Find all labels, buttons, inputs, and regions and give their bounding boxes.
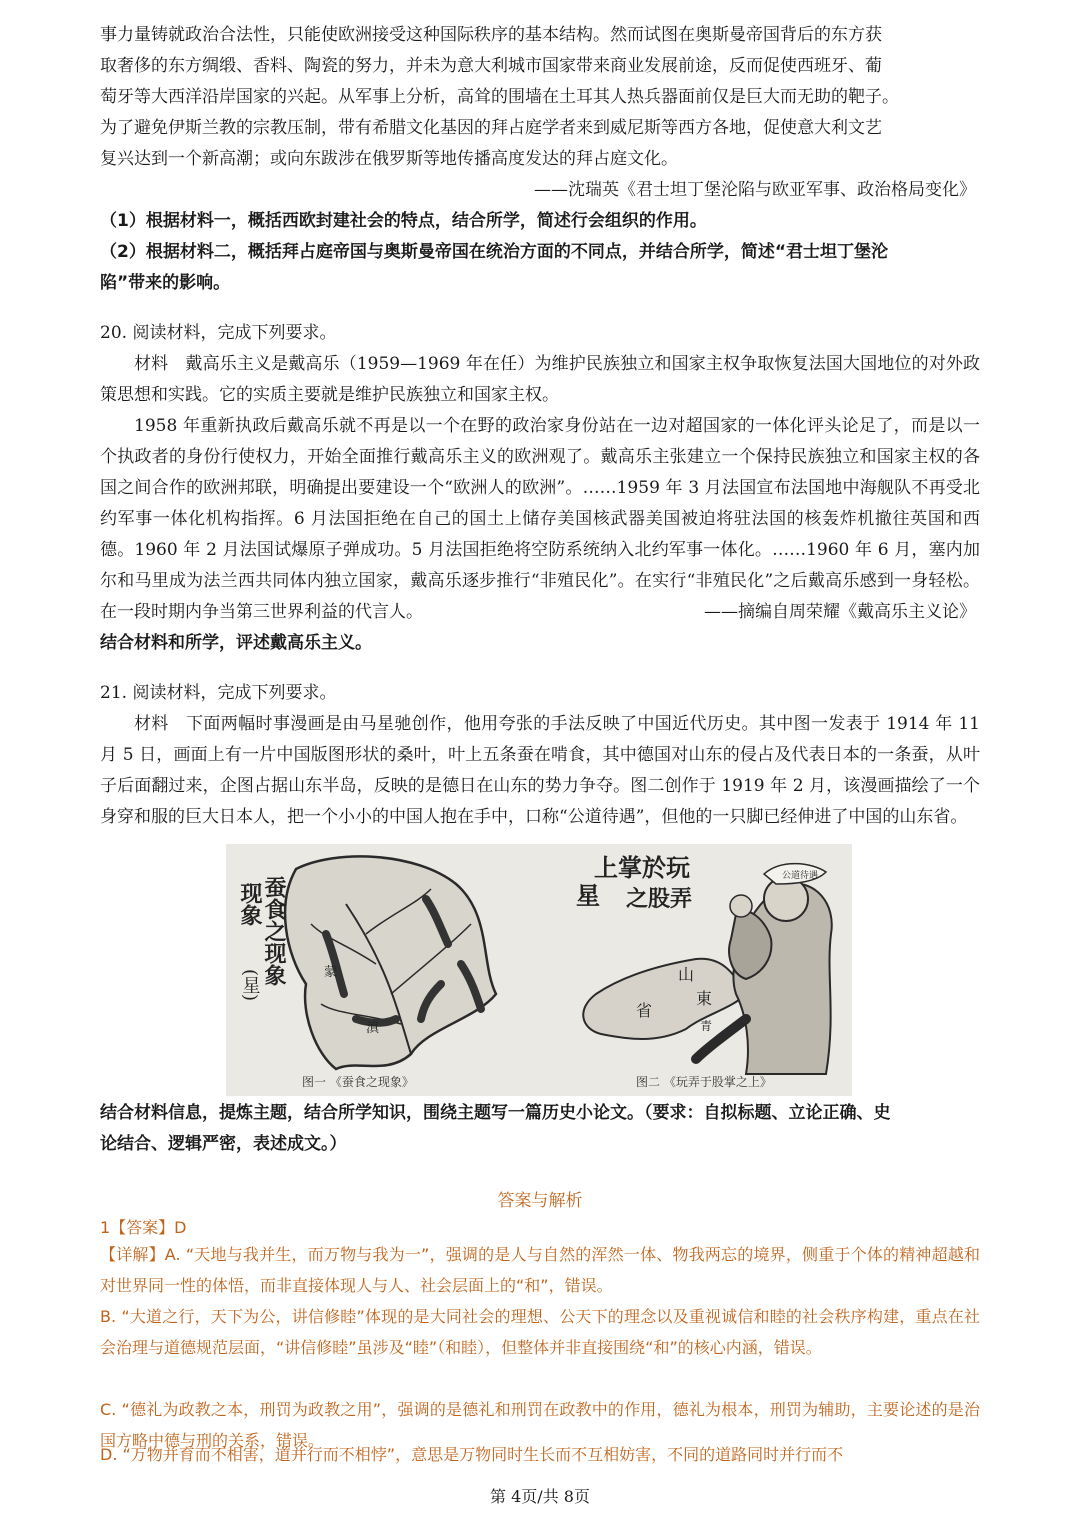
material-line-4: 为了避免伊斯兰教的宗教压制，带有希腊文化基因的拜占庭学者来到威尼斯等西方各地，促使意大利文艺 [100, 118, 882, 138]
fig2-label-sheng: 省 [636, 1001, 653, 1020]
fig2-label-qing: 青 [700, 1019, 713, 1033]
q21-heading: 21. 阅读材料，完成下列要求。 [100, 683, 337, 703]
q21-task-line1: 结合材料信息，提炼主题，结合所学知识，围绕主题写一篇历史小论文。（要求：自拟标题、立论正确、史 [100, 1103, 891, 1123]
fig2-label-dong: 東 [696, 989, 713, 1008]
q19-sub1: （1）根据材料一，概括西欧封建社会的特点，结合所学，简述行会组织的作用。 [100, 211, 707, 231]
q20-task: 结合材料和所学，评述戴高乐主义。 [100, 633, 372, 653]
material-line-1: 事力量铸就政治合法性，只能使欧洲接受这种国际秩序的基本结构。然而试图在奥斯曼帝国背后的东方获 [100, 25, 882, 45]
q20-source: ——摘编自周荣耀《戴高乐主义论》 [704, 602, 976, 622]
fig1-label-dian: 滇 [366, 1021, 380, 1036]
fig2-title-line1: 上掌於玩 [594, 853, 690, 882]
fig1-signature: (星) [239, 969, 261, 1002]
material-line-2: 取奢侈的东方绸缎、香料、陶瓷的努力，并未为意大利城市国家带来商业发展前途，反而促使西班牙、葡 [100, 56, 882, 76]
q19-sub2-line2: 陷”带来的影响。 [100, 273, 231, 293]
answer-detail-a: 【详解】A. “天地与我并生，而万物与我为一”，强调的是人与自然的浑然一体、物我两忘的境界，侧重于个体的精神超越和对世界同一性的体悟，而非直接体现人与人、社会层面上的“和”，错误。 [100, 1245, 980, 1295]
cartoon-figure-svg [226, 844, 852, 1096]
answers-title: 答案与解析 [497, 1191, 583, 1211]
q21-task-line2: 论结合、逻辑严密，表述成文。） [100, 1134, 347, 1154]
q20-heading: 20. 阅读材料，完成下列要求。 [100, 323, 337, 343]
q21-para1: 材料 下面两幅时事漫画是由马星驰创作，他用夸张的手法反映了中国近代历史。其中图一发表于 1914 年 11 月 5 日，画面上有一片中国版图形状的桑叶，叶上五条蚕在啃食，其中德国对山东的侵占及代表日本的一条蚕，从叶子后面翻过来，企图占据山东半岛，反映的是德日在山东的势力争夺。图二创作于 1919 年 2 月，该漫画描绘了一个身穿和服的巨大日本人，把一个小小的中国人抱在手中，口称“公道待遇”，但他的一只脚已经伸进了中国的山东省。 [100, 714, 980, 827]
answer-detail-b: B. “大道之行，天下为公，讲信修睦”体现的是大同社会的理想、公天下的理念以及重视诚信和睦的社会秩序构建，重点在社会治理与道德规范层面，“讲信修睦”虽涉及“睦”（和睦），但整体并非直接围绕“和”的核心内涵，错误。 [100, 1307, 980, 1357]
fig1-title-col2: 现象 [237, 882, 263, 926]
fig2-label-shan: 山 [678, 965, 695, 984]
q20-para1: 材料 戴高乐主义是戴高乐（1959—1969 年在任）为维护民族独立和国家主权争取恢复法国大国地位的对外政策思想和实践。它的实质主要就是维护民族独立和国家主权。 [100, 354, 980, 405]
material-line-3: 萄牙等大西洋沿岸国家的兴起。从军事上分析，高耸的围墙在土耳其人热兵器面前仅是巨大而无助的靶子。 [100, 87, 899, 107]
q20-para2: 1958 年重新执政后戴高乐就不再是以一个在野的政治家身份站在一边对超国家的一体化评头论足了，而是以一个执政者的身份行使权力，开始全面推行戴高乐主义的欧洲观了。戴高乐主张建立一个保持民族独立和国家主权的各国之间合作的欧洲邦联，明确提出要建设一个“欧洲人的欧洲”。……1959 年 3 月法国宣布法国地中海舰队不再受北约军事一体化机构指挥。6 月法国拒绝在自己的国土上储存美国核武器美国被迫将驻法国的核轰炸机撤往英国和西德。1960 年 2 月法国试爆原子弹成功。5 月法国拒绝将空防系统纳入北约军事一体化。……1960 年 6 月，塞内加尔和马里成为法兰西共同体内独立国家，戴高乐逐步推行“非殖民化”。在实行“非殖民化”之后戴高乐感到一身轻松。在一段时期内争当第三世界利益的代言人。 [100, 416, 980, 622]
cartoon-figure [226, 844, 852, 1096]
fig2-caption: 图二 《玩弄于股掌之上》 [636, 1075, 772, 1089]
fig2-signature: 星 [576, 881, 600, 910]
answer-1: 1【答案】D [100, 1218, 187, 1237]
fig1-title: 蚕食之现象 [261, 876, 287, 986]
material-source: ——沈瑞英《君士坦丁堡沦陷与欧亚军事、政治格局变化》 [534, 180, 976, 200]
answer-detail-d: D. “万物并育而不相害，道并行而不相悖”，意思是万物同时生长而不互相妨害，不同的道路同时并行而不 [100, 1445, 844, 1464]
q19-sub2-line1: （2）根据材料二，概括拜占庭帝国与奥斯曼帝国在统治方面的不同点，并结合所学，简述“君士坦丁堡沦 [100, 242, 888, 262]
page-footer: 第 4页/共 8页 [490, 1487, 590, 1506]
fig2-title-line2: 之股弄 [626, 886, 693, 912]
material-line-5: 复兴达到一个新高潮；或向东跋涉在俄罗斯等地传播高度发达的拜占庭文化。 [100, 149, 678, 169]
answer-detail-c: C. “德礼为政教之本，刑罚为政教之用”，强调的是德礼和刑罚在政教中的作用，德礼为根本，刑罚为辅助，主要论述的是治国方略中德与刑的关系，错误。 [100, 1400, 980, 1450]
small-figure-head [730, 895, 752, 917]
fig2-speech: 公道待遇 [782, 871, 819, 881]
fig1-caption: 图一 《蚕食之现象》 [302, 1075, 414, 1089]
fig1-label-meng: 蒙 [324, 965, 338, 980]
